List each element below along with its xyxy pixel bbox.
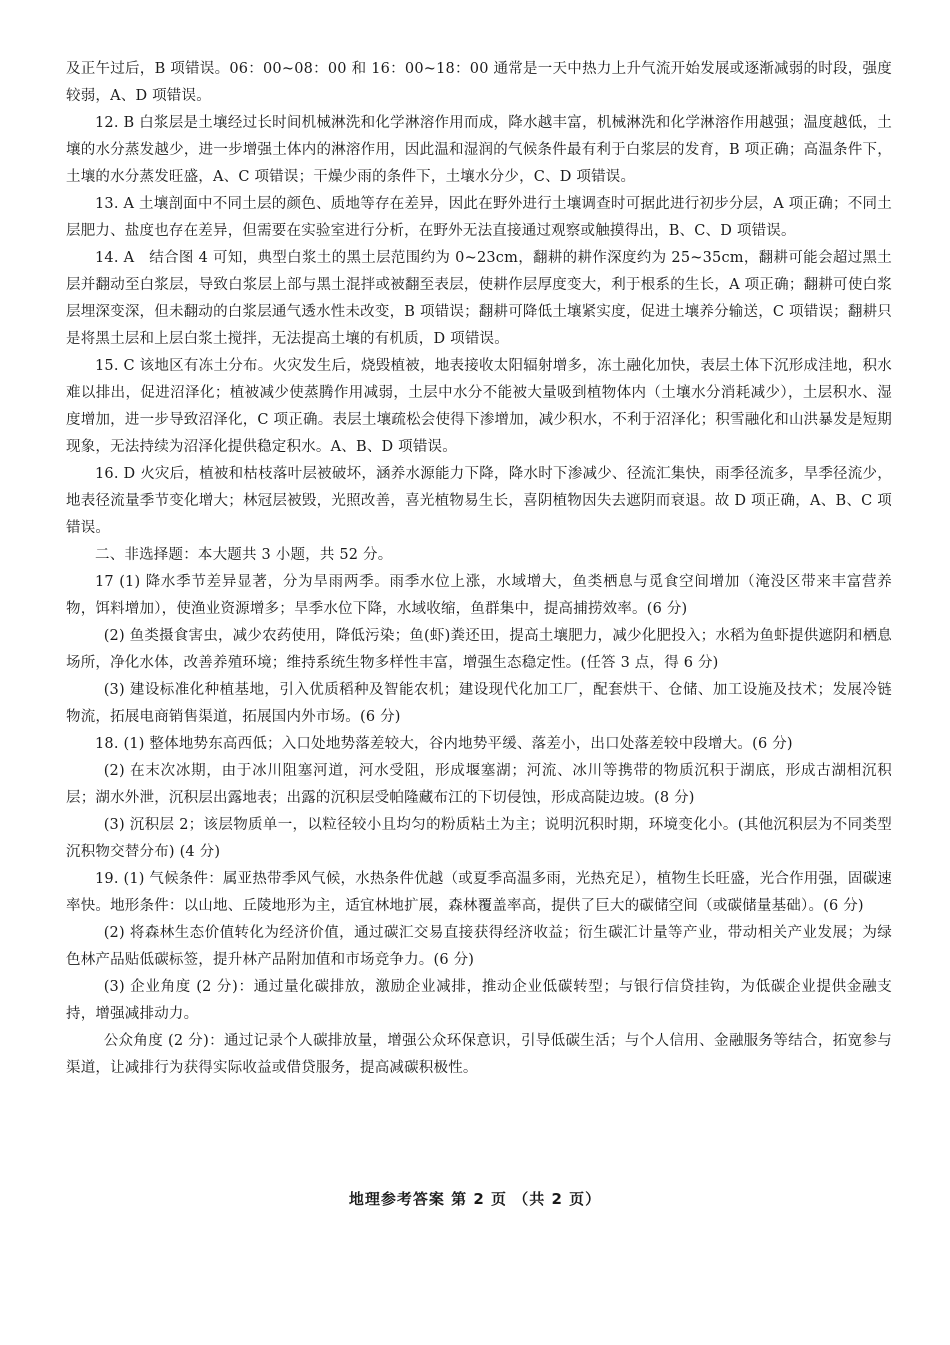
- paragraph-q16: 16. D 火灾后，植被和枯枝落叶层被破坏，涵养水源能力下降，降水时下渗减少、径流汇集快，雨季径流多，旱季径流少，地表径流量季节变化增大；林冠层被毁，光照改善，喜光植物易生长，喜阴植物因失去遮阴而衰退。故 D 项正确，A、B、C 项错误。: [66, 466, 892, 536]
- answer-q18-2: (2) 在末次冰期，由于冰川阻塞河道，河水受阻，形成堰塞湖；河流、冰川等携带的物质沉积于湖底，形成古湖相沉积层；湖水外泄，沉积层出露地表；出露的沉积层受帕隆藏布江的下切侵蚀，形成高陡边坡。(8 分): [66, 763, 892, 806]
- answer-q17-1: 17 (1) 降水季节差异显著，分为旱雨两季。雨季水位上涨，水域增大，鱼类栖息与觅食空间增加（淹没区带来丰富营养物，饵料增加），使渔业资源增多；旱季水位下降，水域收缩，鱼群集中，提高捕捞效率。(6 分): [66, 574, 892, 617]
- answer-q18-1: 18. (1) 整体地势东高西低；入口处地势落差较大，谷内地势平缓、落差小，出口处落差较中段增大。(6 分): [95, 736, 793, 752]
- paragraph-q14: 14. A 结合图 4 可知，典型白浆土的黑土层范围约为 0~23cm，翻耕的耕作深度约为 25~35cm，翻耕可能会超过黑土层并翻动至白浆层，导致白浆层上部与黑土混拌或被翻至表层，使耕作层厚度变大，利于根系的生长，A 项正确；翻耕可使白浆层埋深变深，但未翻动的白浆层通气透水性未改变，B 项错误；翻耕可降低土壤紧实度，促进土壤养分输送，C 项错误；翻耕只是将黑土层和上层白浆土搅拌，无法提高土壤的有机质，D 项错误。: [66, 250, 892, 347]
- answer-q18-3: (3) 沉积层 2；该层物质单一，以粒径较小且均匀的粉质粘土为主；说明沉积时期，环境变化小。(其他沉积层为不同类型沉积物交替分布) (4 分): [66, 817, 892, 860]
- paragraph-q12: 12. B 白浆层是土壤经过长时间机械淋洗和化学淋溶作用而成，降水越丰富，机械淋洗和化学淋溶作用越强；温度越低，土壤的水分蒸发越少，进一步增强土体内的淋溶作用，因此温和湿润的气候条件最有利于白浆层的发育，B 项正确；高温条件下，土壤的水分蒸发旺盛，A、C 项错误；干燥少雨的条件下，土壤水分少，C、D 项错误。: [66, 115, 892, 185]
- paragraph-q13: 13. A 土壤剖面中不同土层的颜色、质地等存在差异，因此在野外进行土壤调查时可据此进行初步分层，A 项正确；不同土层肥力、盐度也存在差异，但需要在实验室进行分析，在野外无法直接通过观察或触摸得出，B、C、D 项错误。: [66, 196, 892, 239]
- page-content: [66, 56, 892, 1082]
- answer-q19-3-public: 公众角度 (2 分)：通过记录个人碳排放量，增强公众环保意识，引导低碳生活；与个人信用、金融服务等结合，拓宽参与渠道，让减排行为获得实际收益或借贷服务，提高减碳积极性。: [66, 1033, 892, 1076]
- answer-q19-2: (2) 将森林生态价值转化为经济价值，通过碳汇交易直接获得经济收益；衍生碳汇计量等产业，带动相关产业发展；为绿色林产品贴低碳标签，提升林产品附加值和市场竞争力。(6 分): [66, 925, 892, 968]
- answer-q17-2: (2) 鱼类摄食害虫，减少农药使用，降低污染；鱼(虾)粪还田，提高土壤肥力，减少化肥投入；水稻为鱼虾提供遮阴和栖息场所，净化水体，改善养殖环境；维持系统生物多样性丰富，增强生态稳定性。(任答 3 点，得 6 分): [66, 628, 892, 671]
- answer-q19-3-enterprise: (3) 企业角度 (2 分)：通过量化碳排放，激励企业减排，推动企业低碳转型；与银行信贷挂钩，为低碳企业提供金融支持，增强减排动力。: [66, 979, 892, 1022]
- paragraph-11-continued: 及正午过后，B 项错误。06：00~08：00 和 16：00~18：00 通常是一天中热力上升气流开始发展或逐渐减弱的时段，强度较弱，A、D 项错误。: [66, 61, 892, 104]
- section-title-nonchoice: 二、非选择题：本大题共 3 小题，共 52 分。: [95, 547, 393, 563]
- answer-q19-1: 19. (1) 气候条件：属亚热带季风气候，水热条件优越（或夏季高温多雨，光热充足），植物生长旺盛，光合作用强，固碳速率快。地形条件：以山地、丘陵地形为主，适宜林地扩展，森林覆盖率高，提供了巨大的碳储空间（或碳储量基础）。(6 分): [66, 871, 892, 914]
- answer-q17-3: (3) 建设标准化种植基地，引入优质稻种及智能农机；建设现代化加工厂，配套烘干、仓储、加工设施及技术；发展冷链物流，拓展电商销售渠道，拓展国内外市场。(6 分): [66, 682, 892, 725]
- page-footer: 地理参考答案 第 2 页 （共 2 页）: [348, 1190, 602, 1208]
- paragraph-q15: 15. C 该地区有冻土分布。火灾发生后，烧毁植被，地表接收太阳辐射增多，冻土融化加快，表层土体下沉形成洼地，积水难以排出，促进沼泽化；植被减少使蒸腾作用减弱，土层中水分不能被大量吸到植物体内（土壤水分消耗减少），土层积水、湿度增加，进一步导致沼泽化，C 项正确。表层土壤疏松会使得下渗增加，减少积水，不利于沼泽化；积雪融化和山洪暴发是短期现象，无法持续为沼泽化提供稳定积水。A、B、D 项错误。: [66, 358, 892, 455]
